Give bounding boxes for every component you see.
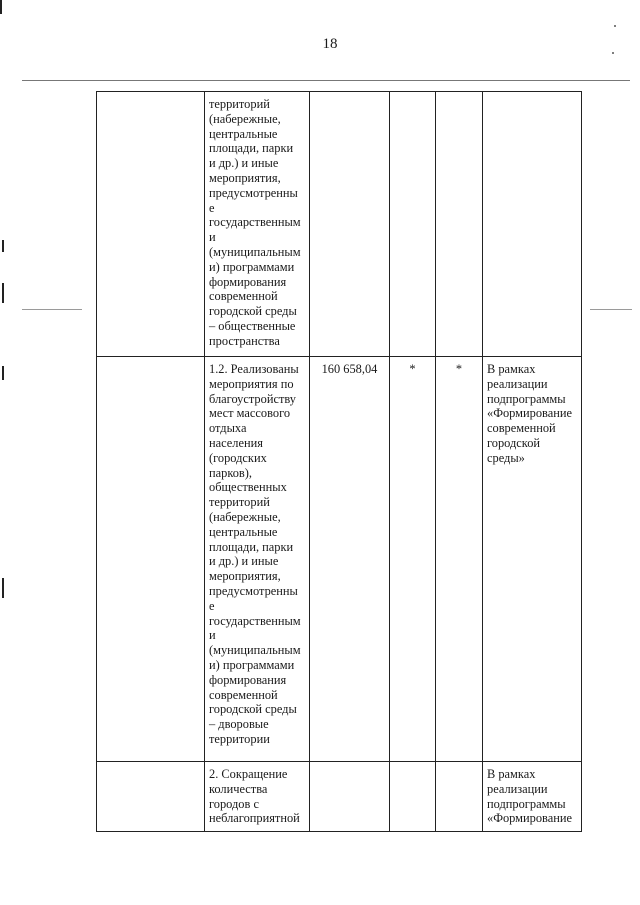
task-cell: территорий (набережные, центральные площади, парки и др.) и иные мероприятия, предусмотренны е государственным и (муниципальным и) программами формирования современной городской среды – общественные пространства (205, 92, 310, 357)
amount-cell: 160 658,04 (310, 357, 390, 762)
table-row (97, 762, 582, 832)
header-rule (22, 80, 630, 81)
mark-cell (390, 762, 436, 832)
note-cell: В рамках реализации подпрограммы «Формирование современной городской среды» (483, 357, 582, 762)
amount-cell (310, 762, 390, 832)
amount-cell (310, 92, 390, 357)
task-cell: 2. Сокращение количества городов с неблагоприятной (205, 762, 310, 832)
note-cell (483, 92, 582, 357)
note-cell: В рамках реализации подпрограммы «Формирование (483, 762, 582, 832)
margin-mark (0, 0, 2, 14)
mark-cell (436, 762, 483, 832)
table-row (97, 92, 582, 357)
mark-cell (390, 92, 436, 357)
scan-artifact-line (590, 309, 632, 310)
mark-cell (436, 92, 483, 357)
table-row (97, 357, 582, 762)
mark-cell: * (436, 357, 483, 762)
margin-mark (2, 366, 4, 380)
scan-speck (614, 25, 616, 27)
blank-cell (97, 357, 205, 762)
margin-mark (2, 240, 4, 252)
margin-mark (2, 283, 4, 303)
blank-cell (97, 762, 205, 832)
scan-speck (612, 52, 614, 54)
blank-cell (97, 92, 205, 357)
scan-artifact-line (22, 309, 82, 310)
document-table (96, 91, 582, 832)
margin-mark (2, 578, 4, 598)
mark-cell: * (390, 357, 436, 762)
task-cell: 1.2. Реализованы мероприятия по благоустройству мест массового отдыха населения (городских парков), общественных территорий (набережные, центральные площади, парки и др.) и иные мероприятия, предусмотренны е государственным и (муниципальным и) программами формирования современной городской среды – дворовые территории (205, 357, 310, 762)
page-number: 18 (322, 36, 338, 52)
